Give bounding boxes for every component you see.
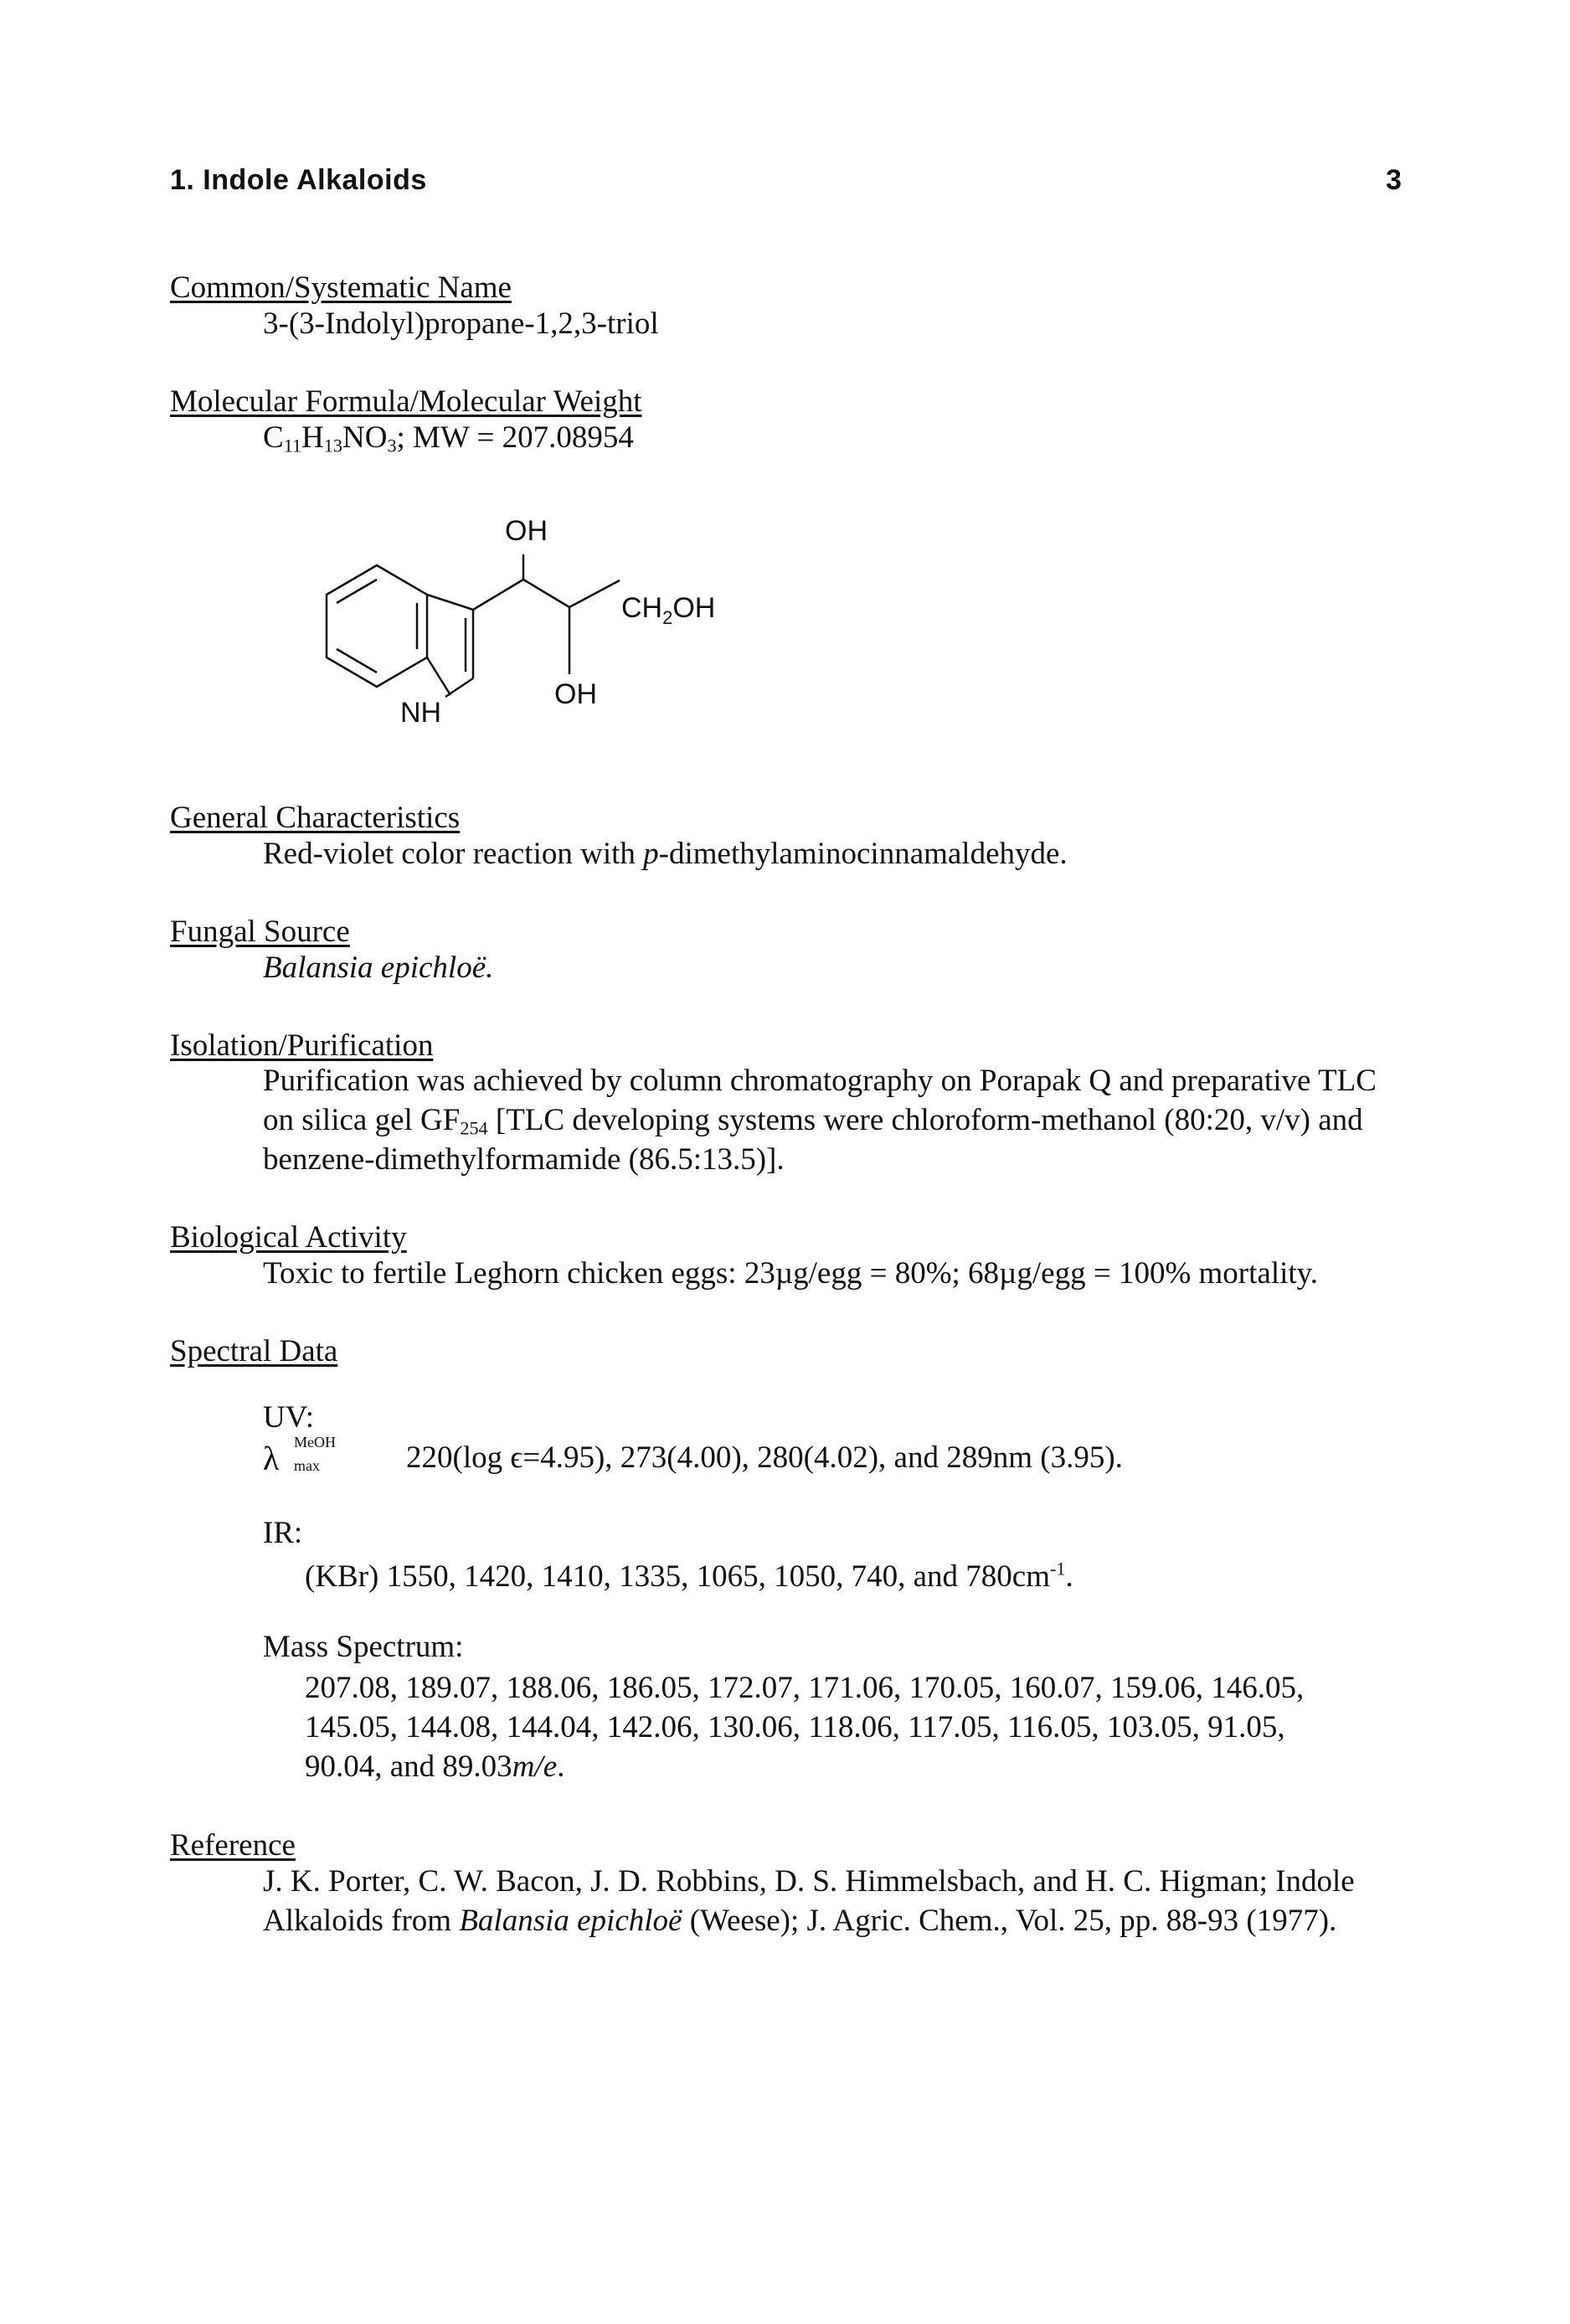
pyrrole-bond <box>427 595 473 610</box>
page-number: 3 <box>1386 164 1402 196</box>
mass-spectrum-label: Mass Spectrum: <box>263 1630 464 1664</box>
isolation-line-1: Purification was achieved by column chromatography on Porapak Q and preparative TLC <box>263 1064 1377 1098</box>
isolation-heading: Isolation/Purification <box>170 1028 434 1063</box>
reference-line-1: J. K. Porter, C. W. Bacon, J. D. Robbins, D. S. Himmelsbach, and H. C. Higman; Indole <box>263 1864 1355 1899</box>
benzene-double-bond <box>337 649 377 672</box>
isolation-line-3: benzene-dimethylformamide (86.5:13.5)]. <box>263 1142 785 1177</box>
oh-bottom-label: OH <box>554 678 597 710</box>
spectral-heading: Spectral Data <box>170 1334 338 1368</box>
benzene-double-bond <box>337 580 377 603</box>
formula-heading: Molecular Formula/Molecular Weight <box>170 384 642 419</box>
side-chain-bond <box>569 580 620 607</box>
general-value: Red-violet color reaction with p-dimethylaminocinnamaldehyde. <box>263 837 1068 871</box>
formula-value: $C_{11}H_{13}NO_3$; MW = 207.08954 <box>263 420 634 456</box>
mass-spectrum-line-3: 90.04, and 89.03m/e. <box>305 1749 565 1784</box>
general-heading: General Characteristics <box>170 801 461 835</box>
bio-value: Toxic to fertile Leghorn chicken eggs: 23µg/egg = 80%; 68µg/egg = 100% mortality. <box>263 1256 1319 1291</box>
uv-value: 220(log ϵ=4.95), 273(4.00), 280(4.02), and 289nm (3.95). <box>406 1440 1123 1475</box>
reference-line-2: Alkaloids from Balansia epichloë (Weese); J. Agric. Chem., Vol. 25, pp. 88-93 (1977). <box>263 1904 1337 1938</box>
benzene-ring <box>327 565 427 687</box>
pyrrole-bond <box>427 657 450 695</box>
side-chain-bond <box>473 580 523 610</box>
running-head: 1. Indole Alkaloids <box>170 164 427 196</box>
oh-top-label: OH <box>505 515 548 547</box>
nh-label: NH <box>400 697 442 729</box>
ch2oh-label: $CH_2OH$ <box>621 592 716 628</box>
reference-heading: Reference <box>170 1828 296 1863</box>
side-chain-bond <box>523 580 569 607</box>
bio-heading: Biological Activity <box>170 1220 407 1255</box>
ir-label: IR: <box>263 1516 303 1550</box>
uv-label: UV: <box>263 1400 314 1435</box>
isolation-line-2: on silica gel $GF_{254}$ [TLC developing systems were chloroform-methanol (80:20, v/v) and <box>263 1103 1363 1139</box>
source-heading: Fungal Source <box>170 915 350 949</box>
chemical-structure <box>268 502 770 737</box>
mass-spectrum-line-2: 145.05, 144.08, 144.04, 142.06, 130.06, 118.06, 117.05, 116.05, 103.05, 91.05, <box>305 1710 1285 1744</box>
ir-value: (KBr) 1550, 1420, 1410, 1335, 1065, 1050, 740, and $780cm^{-1}$. <box>305 1558 1073 1594</box>
source-value: Balansia epichloë. <box>263 951 494 985</box>
name-heading: Common/Systematic Name <box>170 271 512 305</box>
name-value: 3-(3-Indolyl)propane-1,2,3-triol <box>263 307 659 341</box>
lambda-max-symbol: λ MeOH max <box>263 1434 336 1477</box>
mass-spectrum-line-1: 207.08, 189.07, 188.06, 186.05, 172.07, 171.06, 170.05, 160.07, 159.06, 146.05, <box>305 1671 1305 1705</box>
